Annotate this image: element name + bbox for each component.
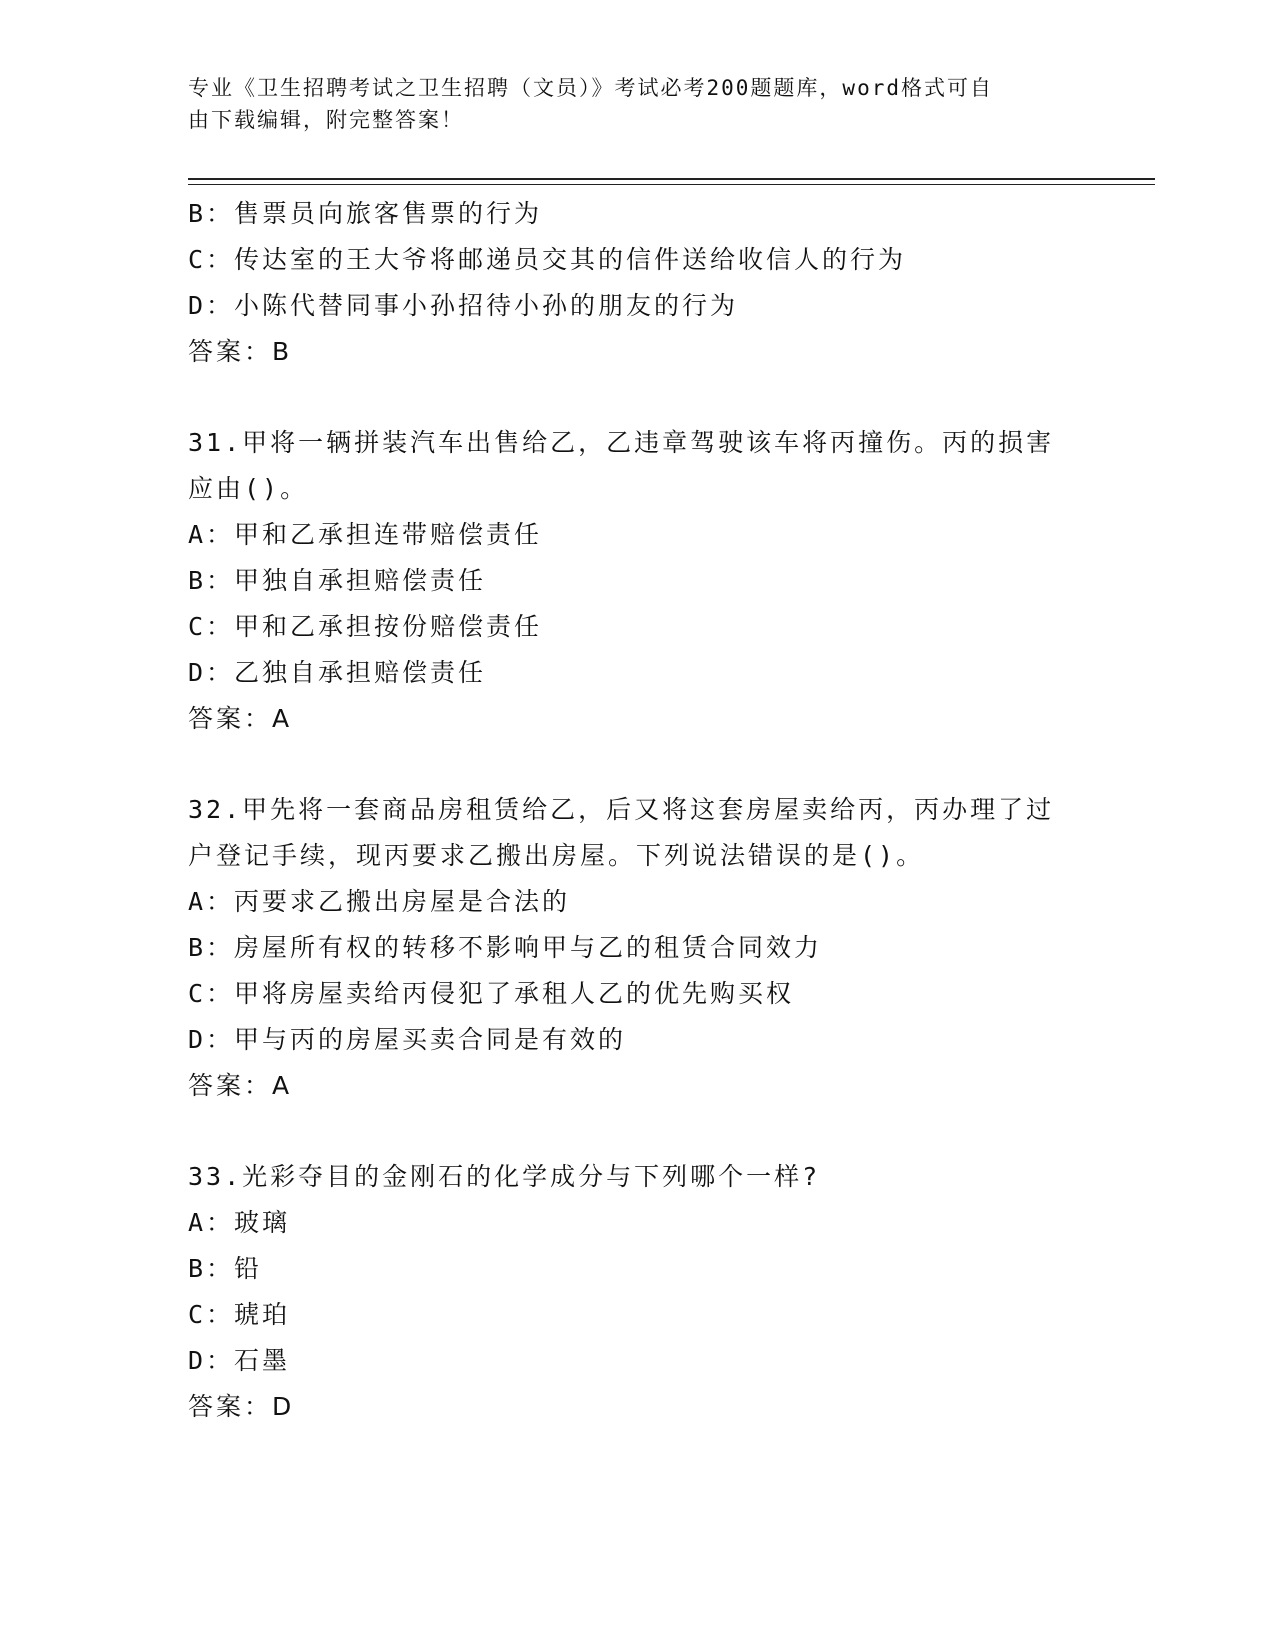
question-stem: 33.光彩夺目的金刚石的化学成分与下列哪个一样? [188, 1162, 821, 1191]
option-a: A：甲和乙承担连带赔偿责任 [188, 520, 543, 549]
question-31 [188, 420, 1088, 742]
option-a: A：丙要求乙搬出房屋是合法的 [188, 887, 571, 916]
question-stem: 应由()。 [188, 474, 309, 503]
option-c: C：甲和乙承担按份赔偿责任 [188, 612, 543, 641]
question-stem: 31.甲将一辆拼装汽车出售给乙，乙违章驾驶该车将丙撞伤。丙的损害 [188, 428, 1055, 457]
header-line-2: 由下载编辑，附完整答案！ [188, 108, 464, 132]
option-c: C：甲将房屋卖给丙侵犯了承租人乙的优先购买权 [188, 979, 795, 1008]
answer-line: 答案：A [188, 1071, 293, 1100]
option-d: D：甲与丙的房屋买卖合同是有效的 [188, 1025, 627, 1054]
option-b: B：售票员向旅客售票的行为 [188, 199, 543, 228]
option-d: D：石墨 [188, 1346, 291, 1375]
previous-question [188, 191, 1088, 375]
question-stem: 户登记手续，现丙要求乙搬出房屋。下列说法错误的是()。 [188, 841, 925, 870]
header-divider-thick [188, 178, 1155, 180]
answer-line: 答案：A [188, 704, 293, 733]
answer-line: 答案：B [188, 337, 293, 366]
header-divider-thin [188, 184, 1155, 185]
question-33 [188, 1154, 1088, 1430]
question-list [188, 191, 1088, 1430]
question-32 [188, 787, 1088, 1109]
option-b: B：甲独自承担赔偿责任 [188, 566, 487, 595]
question-stem: 32.甲先将一套商品房租赁给乙，后又将这套房屋卖给丙，丙办理了过 [188, 795, 1055, 824]
document-header [188, 72, 1068, 136]
option-a: A：玻璃 [188, 1208, 291, 1237]
option-d: D：乙独自承担赔偿责任 [188, 658, 487, 687]
option-b: B：铅 [188, 1254, 263, 1283]
option-b: B：房屋所有权的转移不影响甲与乙的租赁合同效力 [188, 933, 823, 962]
header-line-1: 专业《卫生招聘考试之卫生招聘（文员）》考试必考200题题库，word格式可自 [188, 76, 993, 100]
option-c: C：传达室的王大爷将邮递员交其的信件送给收信人的行为 [188, 245, 907, 274]
answer-line: 答案：D [188, 1392, 295, 1421]
option-c: C：琥珀 [188, 1300, 291, 1329]
option-d: D：小陈代替同事小孙招待小孙的朋友的行为 [188, 291, 739, 320]
